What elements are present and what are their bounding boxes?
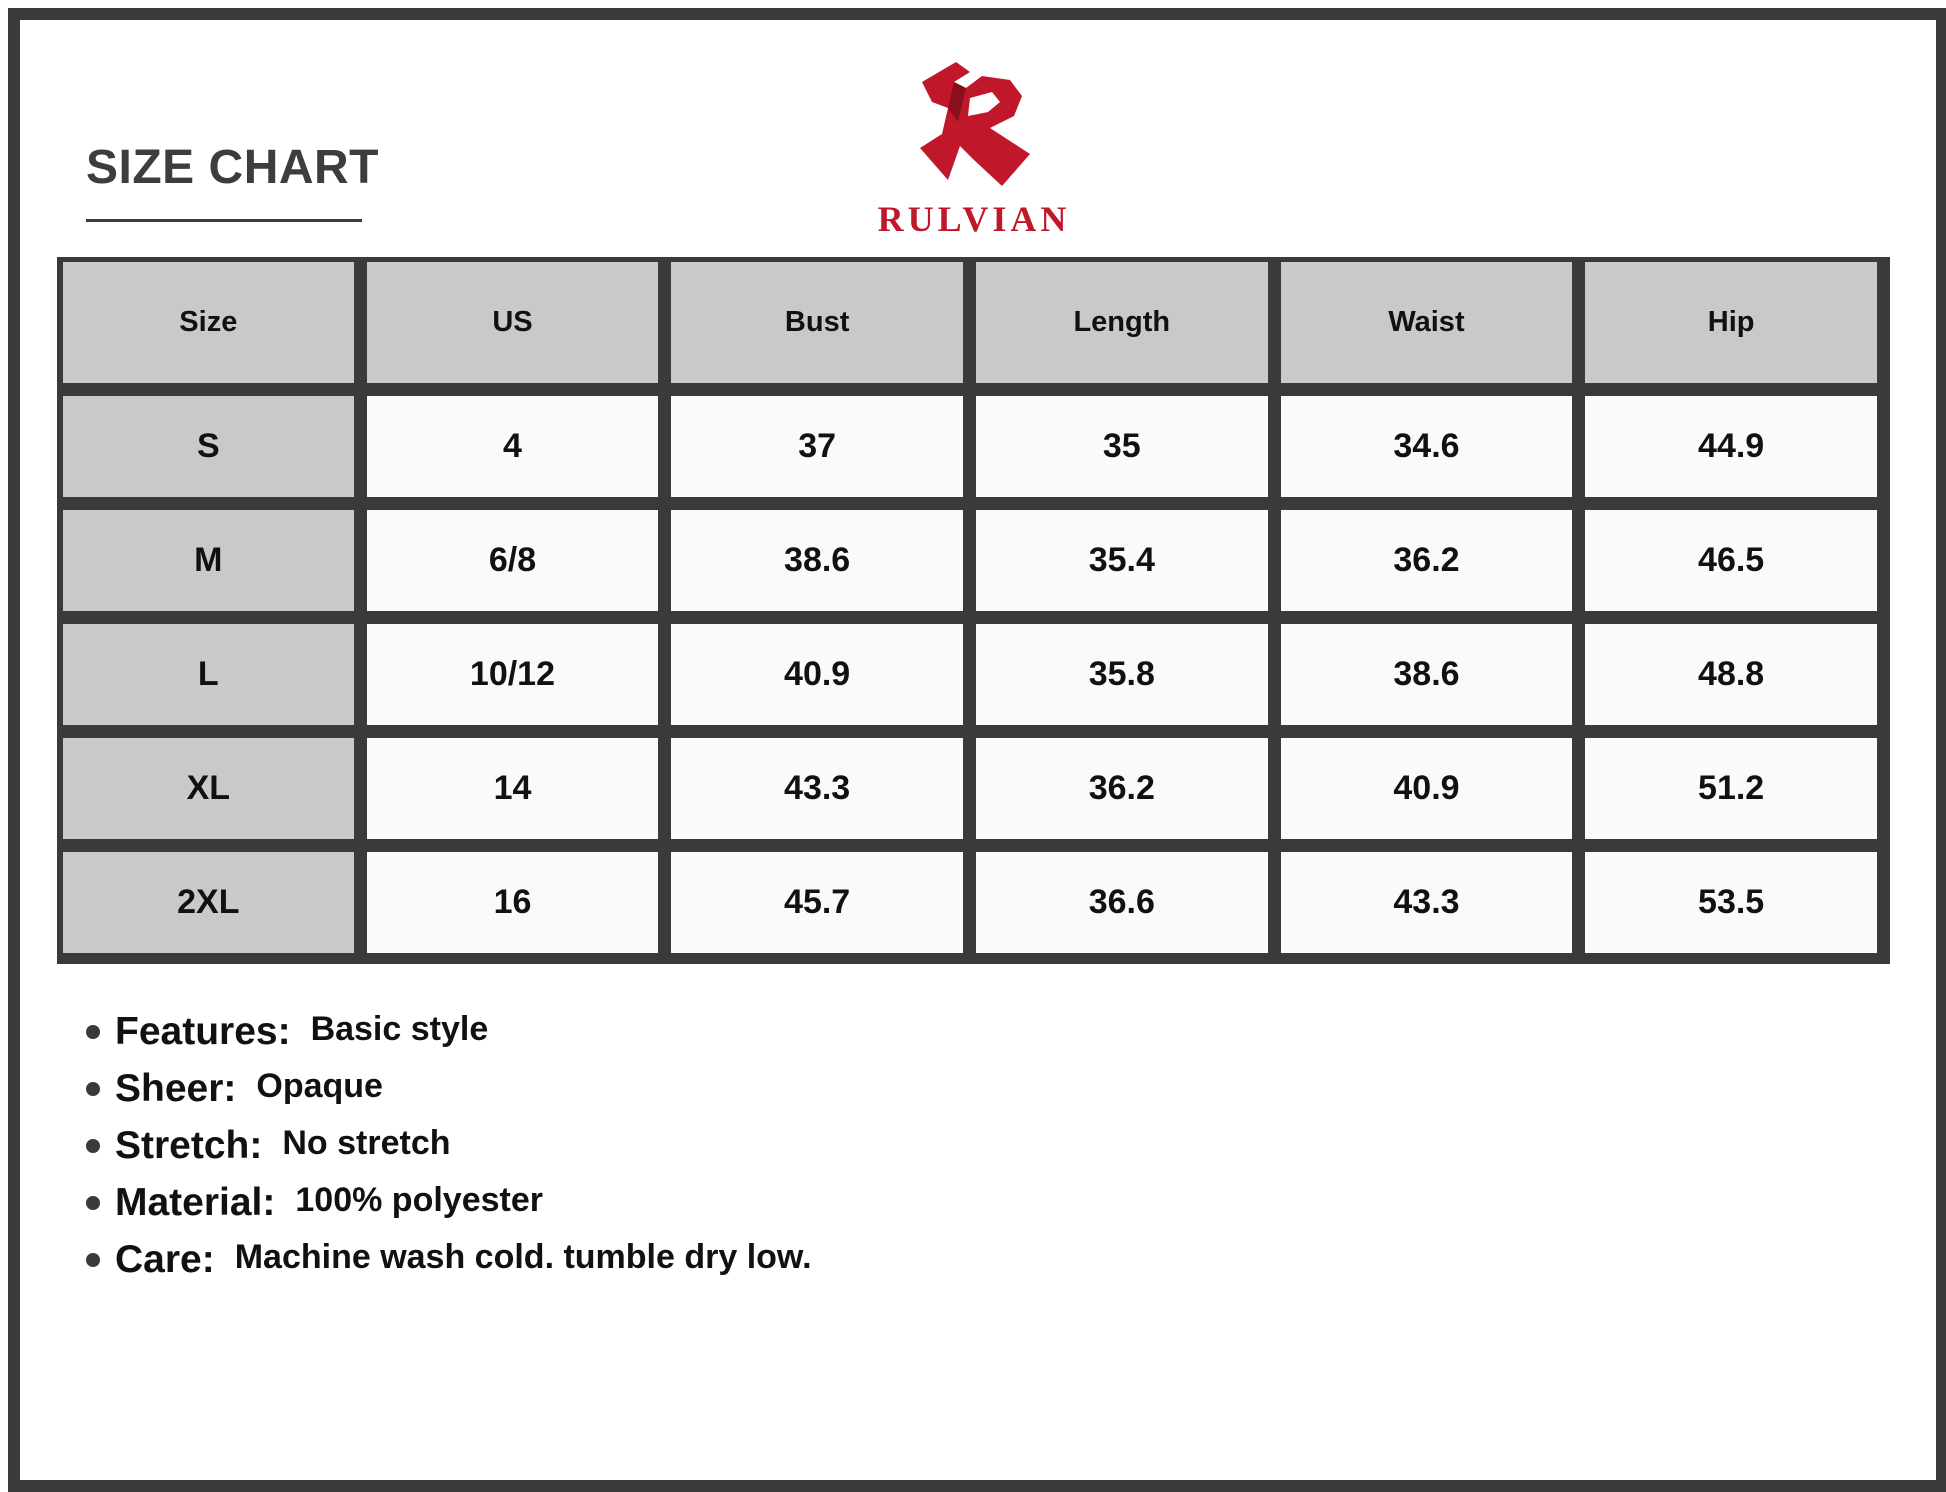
title-underline: [86, 219, 362, 222]
column-header-length: Length: [976, 262, 1268, 383]
waist-cell: 34.6: [1281, 396, 1573, 497]
length-cell: 35: [976, 396, 1268, 497]
column-header-waist: Waist: [1281, 262, 1573, 383]
size-cell: M: [63, 510, 354, 611]
bullet-icon: [86, 1025, 100, 1039]
column-header-us: US: [367, 262, 659, 383]
list-item: [86, 1010, 986, 1067]
feature-label: Care:: [115, 1238, 215, 1281]
table-row: [63, 852, 1877, 953]
feature-list: [86, 1010, 986, 1295]
feature-label: Features:: [115, 1010, 291, 1053]
title-block: [86, 141, 379, 194]
bust-cell: 38.6: [671, 510, 963, 611]
bust-cell: 43.3: [671, 738, 963, 839]
column-header-size: Size: [63, 262, 354, 383]
hip-cell: 44.9: [1585, 396, 1877, 497]
length-cell: 36.6: [976, 852, 1268, 953]
waist-cell: 43.3: [1281, 852, 1573, 953]
page-title: SIZE CHART: [86, 141, 379, 194]
bust-cell: 40.9: [671, 624, 963, 725]
hip-cell: 53.5: [1585, 852, 1877, 953]
waist-cell: 40.9: [1281, 738, 1573, 839]
us-cell: 6/8: [367, 510, 659, 611]
list-item: [86, 1181, 986, 1238]
brand-name: RULVIAN: [877, 199, 1071, 239]
bullet-icon: [86, 1253, 100, 1267]
table-row: [63, 510, 1877, 611]
us-cell: 4: [367, 396, 659, 497]
hip-cell: 48.8: [1585, 624, 1877, 725]
us-cell: 16: [367, 852, 659, 953]
table-row: [63, 624, 1877, 725]
size-cell: S: [63, 396, 354, 497]
size-cell: 2XL: [63, 852, 354, 953]
size-table: [50, 249, 1890, 966]
list-item: [86, 1238, 986, 1295]
hip-cell: 46.5: [1585, 510, 1877, 611]
us-cell: 14: [367, 738, 659, 839]
list-item: [86, 1124, 986, 1181]
size-cell: XL: [63, 738, 354, 839]
feature-value: Basic style: [310, 1010, 489, 1048]
waist-cell: 36.2: [1281, 510, 1573, 611]
table-row: [63, 396, 1877, 497]
bullet-icon: [86, 1196, 100, 1210]
feature-value: 100% polyester: [295, 1181, 543, 1219]
rulvian-r-logo-icon: [918, 62, 1030, 192]
hip-cell: 51.2: [1585, 738, 1877, 839]
list-item: [86, 1067, 986, 1124]
table-header-row: [63, 262, 1877, 383]
column-header-bust: Bust: [671, 262, 963, 383]
feature-label: Stretch:: [115, 1124, 263, 1167]
brand-logo: [858, 58, 1090, 238]
table-row: [63, 738, 1877, 839]
bullet-icon: [86, 1139, 100, 1153]
us-cell: 10/12: [367, 624, 659, 725]
size-cell: L: [63, 624, 354, 725]
column-header-hip: Hip: [1585, 262, 1877, 383]
bust-cell: 45.7: [671, 852, 963, 953]
feature-value: Machine wash cold. tumble dry low.: [234, 1238, 812, 1276]
size-table-container: [57, 257, 1890, 964]
feature-value: No stretch: [282, 1124, 451, 1162]
feature-label: Sheer:: [115, 1067, 237, 1110]
waist-cell: 38.6: [1281, 624, 1573, 725]
length-cell: 35.8: [976, 624, 1268, 725]
bust-cell: 37: [671, 396, 963, 497]
feature-label: Material:: [115, 1181, 276, 1224]
length-cell: 35.4: [976, 510, 1268, 611]
length-cell: 36.2: [976, 738, 1268, 839]
bullet-icon: [86, 1082, 100, 1096]
feature-value: Opaque: [256, 1067, 383, 1105]
